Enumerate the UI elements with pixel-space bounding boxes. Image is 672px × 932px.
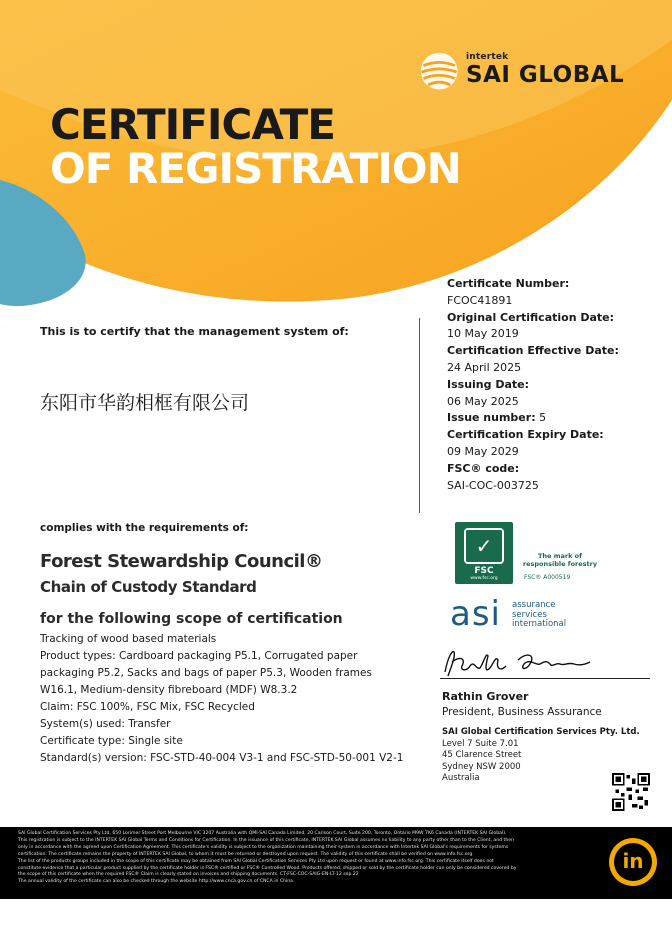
expiry-date: 09 May 2029	[447, 444, 519, 458]
asi-sub-line: services	[512, 609, 547, 620]
effective-date: 24 April 2025	[447, 360, 522, 374]
sai-global-globe-icon	[418, 50, 464, 96]
fsc-tree-icon: ✓	[464, 528, 504, 564]
issue-number-label: Issue number:	[447, 411, 536, 425]
scope-line: Certificate type: Single site	[40, 735, 183, 747]
certificate-number-label: Certificate Number:	[447, 277, 570, 290]
company-name: 东阳市华韵相框有限公司	[40, 392, 250, 414]
asi-sub-line: international	[512, 619, 567, 629]
footer-line: the scope of this certificate when the required FSC® Claim is clearly stated on invoices and shipping documents. CT-FSC-COC-SAIG-EN-LT-12.sep.22	[18, 872, 359, 878]
address-line: Australia	[442, 773, 480, 783]
fsc-logo-text: FSC	[474, 566, 494, 576]
signer-name: Rathin Grover	[442, 690, 529, 703]
issuing-date: 06 May 2025	[447, 394, 519, 408]
certificate-details	[447, 276, 667, 494]
brand-name: SAI GLOBAL	[466, 62, 625, 88]
fsc-logo	[455, 522, 513, 584]
issuing-date-label: Issuing Date:	[447, 377, 529, 391]
complies-text: complies with the requirements of:	[40, 522, 249, 534]
scope-line: Standard(s) version: FSC-STD-40-004 V3-1 and FSC-STD-50-001 V2-1	[40, 752, 404, 764]
asi-logo-sub	[512, 601, 566, 630]
certify-text: This is to certify that the management system of:	[40, 325, 349, 338]
scope-line: Claim: FSC 100%, FSC Mix, FSC Recycled	[40, 701, 255, 713]
expiry-date-label: Certification Expiry Date:	[447, 428, 604, 442]
footer-line: constitute evidence that a particular product supplied by the certificate holder is FSC® certified or FSC® Controlled Wood. Products offered, shipped or sold by the certificate holder can only be considered covered by	[18, 865, 517, 871]
fsc-license: FSC® A000519	[524, 574, 571, 581]
vertical-divider	[419, 318, 420, 513]
issuer-org: SAI Global Certification Services Pty. Ltd.	[442, 727, 640, 737]
in-badge-text: in	[614, 843, 652, 881]
footer-line: The annual validity of the certificate can also be checked through the website http://www.cnca.gov.cn of CNCA in China.	[18, 879, 295, 885]
signature	[440, 642, 600, 682]
standard-title: Forest Stewardship Council®	[40, 551, 323, 572]
footer-line: SAI Global Certification Services Pty Ltd, 650 Lorimer Street Port Melbourne VIC 3207 Australia with QMI-SAI Canada Limited, 20 Carlson Court, Suite 200, Toronto, Ontario M9W 7K6 Canada (INTERTEK SAI Global).	[18, 831, 507, 836]
scope-line: Tracking of wood based materials	[40, 633, 217, 645]
footer-line: The list of the products groups included in the scope of this certificate may be obtained from SAI Global Certification Services Pty Ltd upon request or found at www.info.fsc.org. This certificate itself does not	[18, 858, 494, 864]
original-date-label: Original Certification Date:	[447, 310, 615, 324]
footer	[0, 827, 672, 899]
effective-date-label: Certification Effective Date:	[447, 344, 619, 358]
scope-line: Product types: Cardboard packaging P5.1, Corrugated paper packaging P5.2, Sacks and bags of paper P5.3, Wooden frames W16.1, Medium-density fibreboard (MDF) W8.3.2	[40, 650, 372, 696]
address-line: Level 7 Suite 7.01	[442, 738, 519, 749]
fsc-code: SAI-COC-003725	[447, 478, 539, 492]
address-line: Sydney NSW 2000	[442, 761, 521, 772]
scope-title: for the following scope of certification	[40, 611, 343, 627]
issue-number: 5	[539, 411, 547, 425]
footer-line: only in accordance with the agreed upon Certification Agreement. This certificate's validity is subject to the organization maintaining their system in accordance with Intertek SAI Global's requirements for systems	[18, 844, 509, 850]
footer-line: certification. The certificate remains the property of INTERTEK SAI Global, to whom it must be returned or destroyed upon request. The validity of this certificate shall be verified on www.info.fsc.org.	[18, 851, 474, 857]
scope-list	[40, 631, 405, 767]
brand-small: intertek	[466, 52, 509, 62]
fsc-logo-url: www.fsc.org	[470, 576, 498, 581]
fsc-mark-text: The mark of responsible forestry	[522, 552, 598, 568]
standard-subtitle: Chain of Custody Standard	[40, 578, 257, 596]
original-date: 10 May 2019	[447, 327, 519, 341]
issuer-address	[442, 727, 640, 785]
signer-title: President, Business Assurance	[442, 706, 602, 718]
title-line-2: OF REGISTRATION	[50, 144, 461, 193]
asi-logo-word: asi	[450, 594, 501, 634]
asi-sub-line: assurance	[512, 600, 556, 610]
footer-line: This registration is subject to the INTERTEK SAI Global Terms and Conditions for Certification. In the issuance of this certificate, INTERTEK SAI Global assumes no liability to any party other than to the Client, and then	[18, 837, 514, 843]
scope-line: System(s) used: Transfer	[40, 718, 171, 730]
qr-code-icon	[612, 773, 650, 811]
title-line-1: CERTIFICATE	[50, 100, 335, 149]
issue-number-row	[447, 410, 667, 427]
certificate-number: FCOC41891	[447, 293, 513, 307]
footer-text	[18, 831, 598, 886]
signature-line	[440, 678, 650, 679]
intertek-in-badge-icon	[609, 838, 657, 886]
fsc-code-label: FSC® code:	[447, 461, 520, 475]
address-line: 45 Clarence Street	[442, 750, 522, 760]
